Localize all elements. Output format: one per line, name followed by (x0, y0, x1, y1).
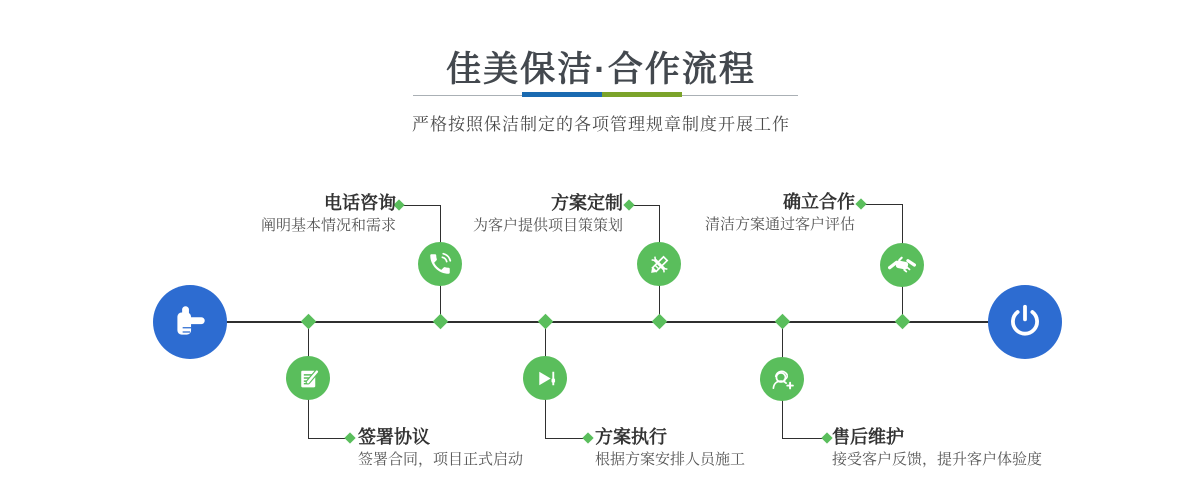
sign-document-icon (295, 365, 322, 392)
execute-icon (532, 365, 559, 392)
step-label-design (473, 192, 623, 236)
design-tools-icon (646, 251, 673, 278)
page-title: 佳美保洁·合作流程 (446, 50, 756, 89)
step-node-sign (286, 356, 330, 400)
connector-design-horizontal (631, 205, 659, 206)
step-desc: 为客户提供项目策策划 (472, 217, 623, 234)
step-label-sign (358, 426, 523, 470)
step-title: 售后维护 (832, 427, 904, 447)
step-node-handshake (880, 243, 924, 287)
timeline-diamond (433, 314, 449, 330)
step-desc: 根据方案安排人员施工 (595, 451, 746, 468)
phone-icon (427, 251, 453, 277)
end-node (988, 285, 1062, 359)
title-accent-bar (522, 92, 682, 97)
hand-pointing-icon (169, 301, 211, 343)
timeline-diamond (652, 314, 668, 330)
step-title: 签署协议 (358, 427, 430, 447)
label-diamond (821, 432, 832, 443)
step-node-service (760, 357, 804, 401)
step-desc: 签署合同，项目正式启动 (358, 451, 524, 468)
step-label-execute (595, 426, 745, 470)
connector-handshake-horizontal (863, 204, 902, 205)
label-diamond (344, 432, 355, 443)
timeline-diamond (895, 314, 911, 330)
step-node-design (637, 242, 681, 286)
handshake-icon (888, 251, 916, 279)
accent-bar-blue (522, 92, 602, 97)
page-subtitle: 严格按照保洁制定的各项管理规章制度开展工作 (412, 115, 790, 134)
power-icon (1004, 301, 1046, 343)
start-node (153, 285, 227, 359)
step-title: 方案执行 (595, 427, 667, 447)
accent-bar-green (602, 92, 682, 97)
timeline-diamond (775, 314, 791, 330)
step-node-execute (523, 356, 567, 400)
step-title: 确立合作 (783, 192, 855, 212)
step-title: 方案定制 (551, 193, 623, 213)
connector-service-horizontal (782, 438, 825, 439)
step-desc: 阐明基本情况和需求 (260, 217, 396, 234)
step-label-handshake (705, 191, 855, 235)
timeline-diamond (301, 314, 317, 330)
customer-service-icon (768, 365, 796, 393)
step-desc: 接受客户反馈，提升客户体验度 (832, 451, 1043, 468)
connector-sign-horizontal (308, 438, 348, 439)
step-title: 电话咨询 (324, 193, 396, 213)
connector-phone-horizontal (401, 205, 440, 206)
label-diamond (582, 432, 593, 443)
step-node-phone (418, 242, 462, 286)
label-diamond (623, 199, 634, 210)
connector-execute-horizontal (545, 438, 586, 439)
step-label-phone (261, 192, 396, 236)
label-diamond (855, 198, 866, 209)
step-desc: 清洁方案通过客户评估 (704, 216, 855, 233)
timeline-diamond (538, 314, 554, 330)
step-label-service (832, 426, 1042, 470)
